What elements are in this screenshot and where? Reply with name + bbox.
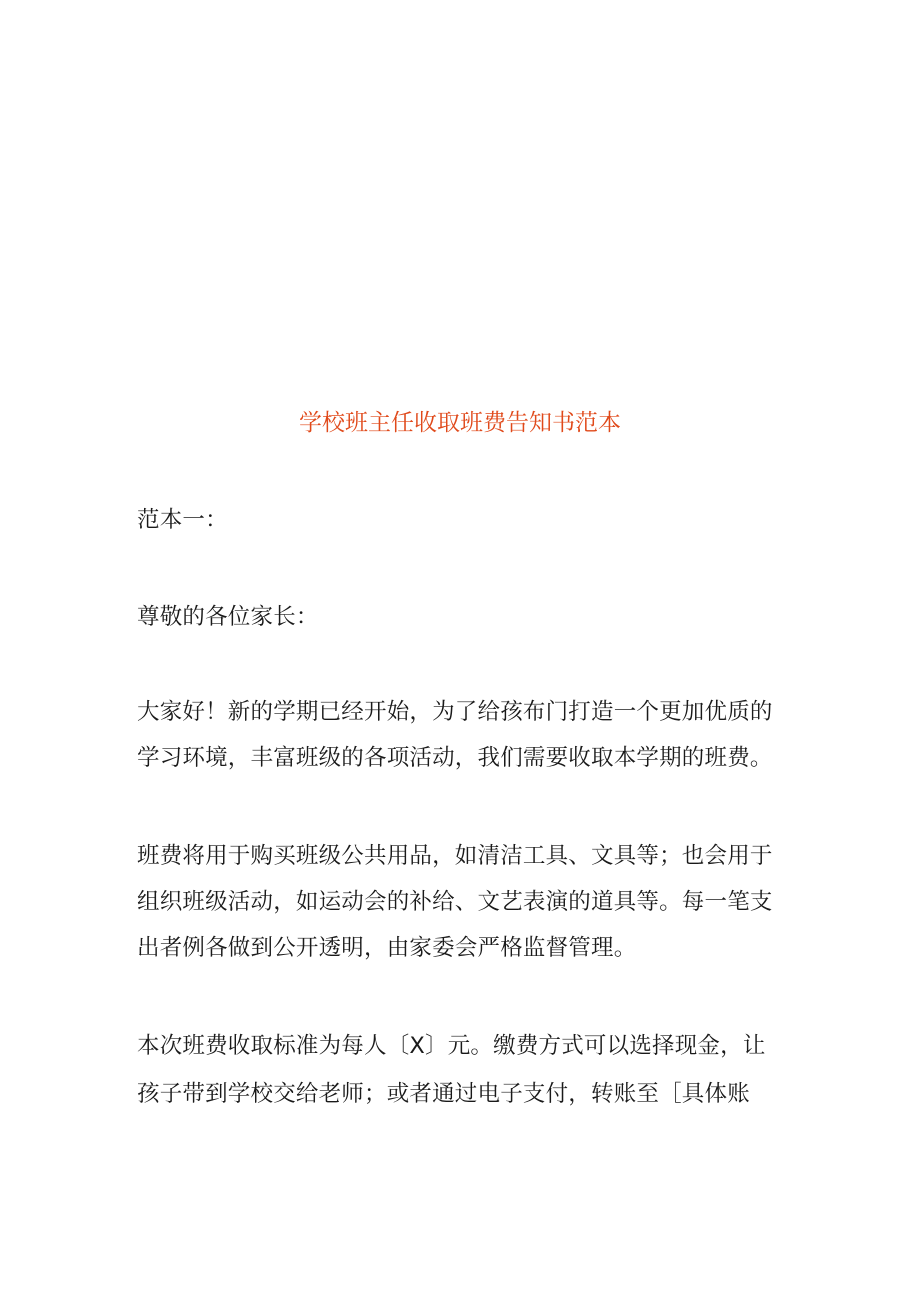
paragraph-line: 大家好！新的学期已经开始，为了给孩布门打造一个更加优质的 [137, 699, 773, 725]
paragraph-line: 出者例各做到公开透明，由家委会严格监督管理。 [137, 935, 637, 961]
paragraph-line: 本次班费收取标准为每人〔X〕元。缴费方式可以选择现金，让 [137, 1033, 766, 1059]
document-title: 学校班主任收取班费告知书范本 [299, 410, 621, 436]
paragraph-line: 孩子带到学校交给老师；或者通过电子支付，转账至［具体账 [137, 1081, 750, 1107]
paragraph-line: 学习环境，丰富班级的各项活动，我们需要收取本学期的班费。 [137, 745, 773, 771]
section-label: 范本一： [137, 507, 228, 533]
salutation: 尊敬的各位家长： [137, 604, 319, 630]
paragraph-line: 班费将用于购买班级公共用品，如清洁工具、文具等；也会用于 [137, 843, 773, 869]
paragraph-line: 组织班级活动，如运动会的补给、文艺表演的道具等。每一笔支 [137, 889, 773, 915]
